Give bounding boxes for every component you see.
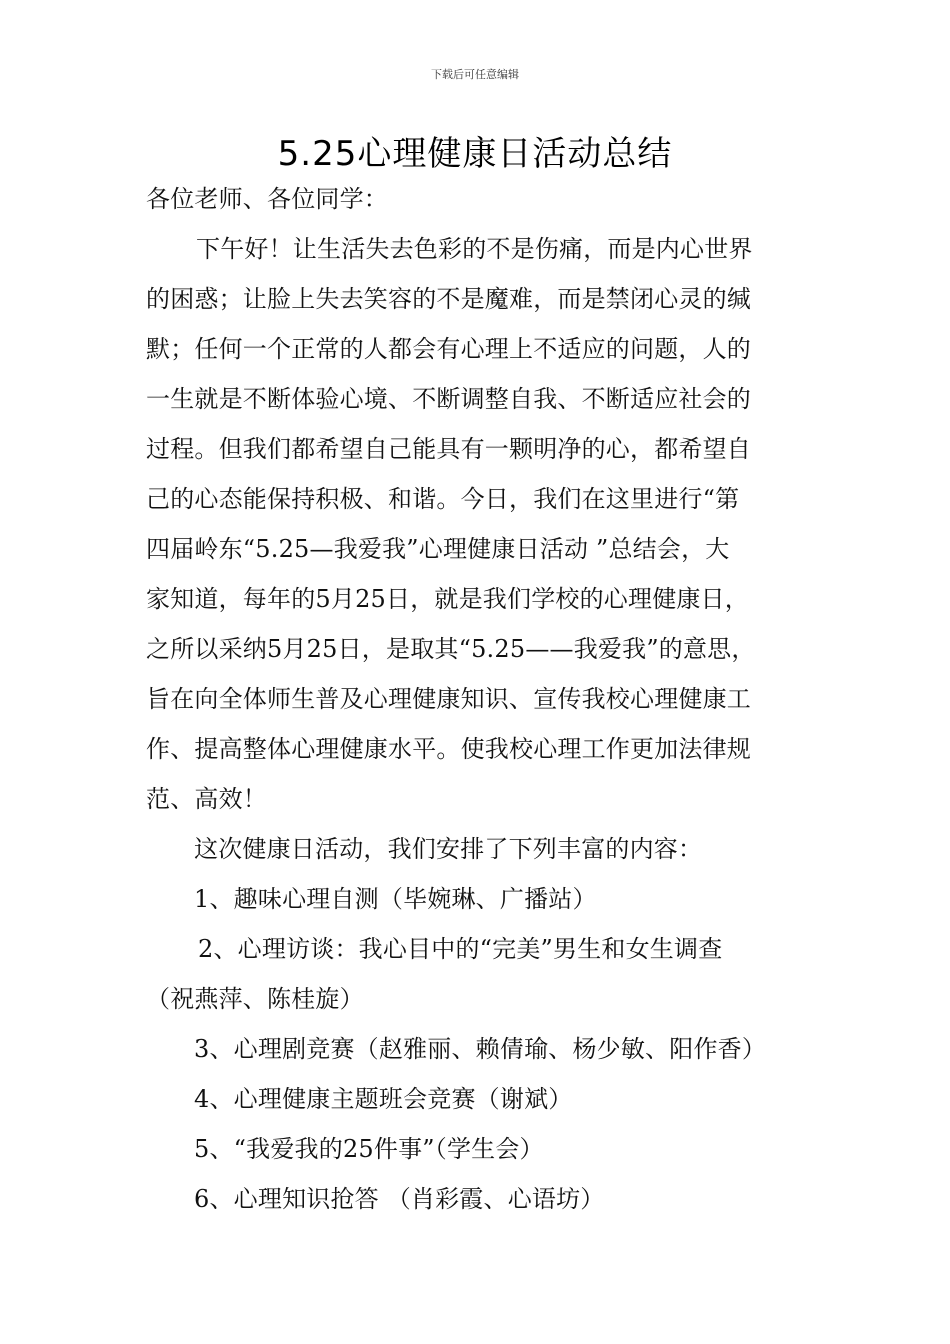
paragraph-line: 家知道，每年的5月25日，就是我们学校的心理健康日， xyxy=(146,585,750,613)
list-item: 1、趣味心理自测（毕婉琳、广播站） xyxy=(194,885,597,913)
paragraph-line: 过程。但我们都希望自己能具有一颗明净的心，都希望自 xyxy=(146,435,751,463)
paragraph-line: 默；任何一个正常的人都会有心理上不适应的问题，人的 xyxy=(146,335,751,363)
list-item: 5、“我爱我的25件事”（学生会） xyxy=(194,1135,544,1163)
paragraph-line: 己的心态能保持积极、和谐。今日，我们在这里进行“第 xyxy=(146,485,740,513)
document-title: 5.25心理健康日活动总结 xyxy=(277,134,673,174)
paragraph-line: 的困惑；让脸上失去笑容的不是魔难，而是禁闭心灵的缄 xyxy=(146,285,751,313)
list-item: 4、心理健康主题班会竞赛（谢斌） xyxy=(194,1085,573,1113)
paragraph-line: 作、提高整体心理健康水平。使我校心理工作更加法律规 xyxy=(146,735,751,763)
salutation: 各位老师、各位同学： xyxy=(146,185,388,213)
paragraph-line: 之所以采纳5月25日，是取其“5.25——我爱我”的意思， xyxy=(146,635,756,663)
paragraph-line: 旨在向全体师生普及心理健康知识、宣传我校心理健康工 xyxy=(146,685,751,713)
list-item: 6、心理知识抢答 （肖彩霞、心语坊） xyxy=(194,1185,605,1213)
list-item: 2、心理访谈：我心目中的“完美”男生和女生调查 xyxy=(198,935,723,963)
paragraph-line: 范、高效！ xyxy=(146,785,267,813)
list-item: 3、心理剧竞赛（赵雅丽、赖倩瑜、杨少敏、阳作香） xyxy=(194,1035,767,1063)
paragraph-line: 四届岭东“5.25—我爱我”心理健康日活动 ”总结会，大 xyxy=(146,535,730,563)
list-item-continuation: （祝燕萍、陈桂旋） xyxy=(146,985,364,1013)
paragraph-line: 一生就是不断体验心境、不断调整自我、不断适应社会的 xyxy=(146,385,751,413)
list-intro: 这次健康日活动，我们安排了下列丰富的内容： xyxy=(194,835,703,863)
paragraph-line: 下午好！让生活失去色彩的不是伤痛，而是内心世界 xyxy=(196,235,753,263)
header-note: 下载后可任意编辑 xyxy=(431,68,519,81)
